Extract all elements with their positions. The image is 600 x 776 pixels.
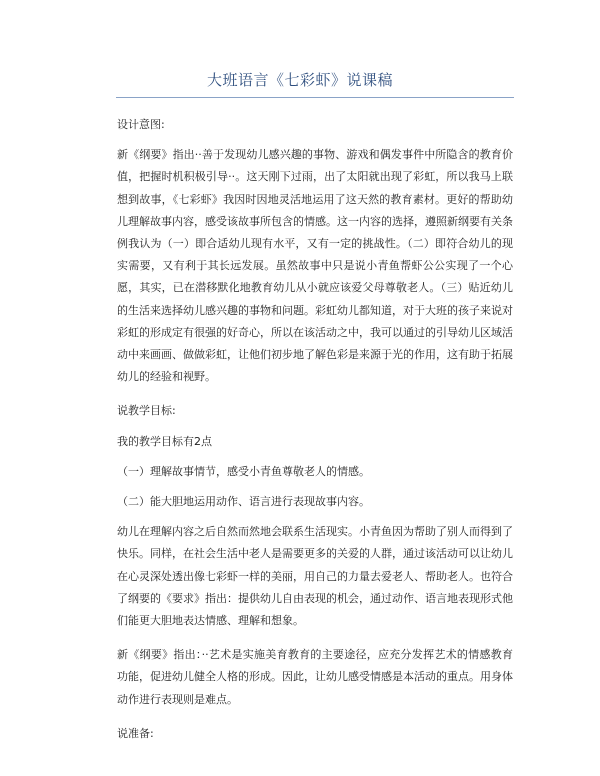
spacer xyxy=(117,453,513,461)
prep-heading: 说准备: xyxy=(117,726,154,740)
design-heading: 设计意图: xyxy=(117,118,165,131)
goals-intro: 我的教学目标有2点 xyxy=(117,434,212,448)
goals-paragraph: 幼儿在理解内容之后自然而然地会联系生活现实。小青鱼因为帮助了别人而得到了快乐。同样，在社会生活中老人是需要更多的关爱的人群，通过该活动可以让幼儿在心灵深处透出像七彩虾一样的美丽，用自己的力量去爱老人、帮助老人。也符合了纲要的《要求》指出：提供幼儿自由表现的机会，通过动作、语言地表现形式他们能更大胆地表达情感、理解和想象。 xyxy=(117,525,513,628)
spacer xyxy=(117,483,513,491)
art-paragraph: 新《纲要》指出：··艺术是实施美育教育的主要途径，应充分发挥艺术的情感教育功能，促进幼儿健全人格的形成。因此，让幼儿感受情感是本活动的重点。用身体动作进行表现则是难点。 xyxy=(117,648,513,706)
goal-item-1: （一）理解故事情节，感受小青鱼尊敬老人的情感。 xyxy=(117,464,370,478)
spacer xyxy=(117,423,513,431)
document-body xyxy=(117,114,513,745)
spacer xyxy=(117,632,513,644)
goal-item-2: （二）能大胆地运用动作、语言进行表现故事内容。 xyxy=(117,495,370,509)
document-title: 大班语言《七彩虾》说课稿 xyxy=(206,71,393,89)
design-paragraph: 新《纲要》指出··善于发现幼儿感兴趣的事物、游戏和偶发事件中所隐含的教育价值，把握时机积极引导··。这天刚下过雨，出了太阳就出现了彩虹，所以我马上联想到故事，《七彩虾》我因时因地灵活地运用了这天然的教育素材。更好的帮助幼儿理解故事内容，感受该故事所包含的情感。这一内容的选择，遵照新纲要有关条例我认为（一）即合适幼儿现有水平，又有一定的挑战性。（二）即符合幼儿的现实需要，又有利于其长远发展。虽然故事中只是说小青鱼帮虾公公实现了一个心愿，其实，已在潜移默化地教育幼儿从小就应该爱父母尊敬老人。（三）贴近幼儿的生活来选择幼儿感兴趣的事物和问题。彩虹幼儿都知道，对于大班的孩子来说对彩虹的形成定有很强的好奇心，所以在该活动之中，我可以通过的引导幼儿区域活动中来画画、做做彩虹，让他们初步地了解色彩是来源于光的作用，这有助于拓展幼儿的经验和视野。 xyxy=(117,148,513,384)
spacer xyxy=(117,711,513,723)
title-underline xyxy=(116,97,514,98)
spacer xyxy=(117,388,513,400)
spacer xyxy=(117,136,513,144)
spacer xyxy=(117,513,513,521)
goals-heading: 说教学目标: xyxy=(117,404,176,418)
